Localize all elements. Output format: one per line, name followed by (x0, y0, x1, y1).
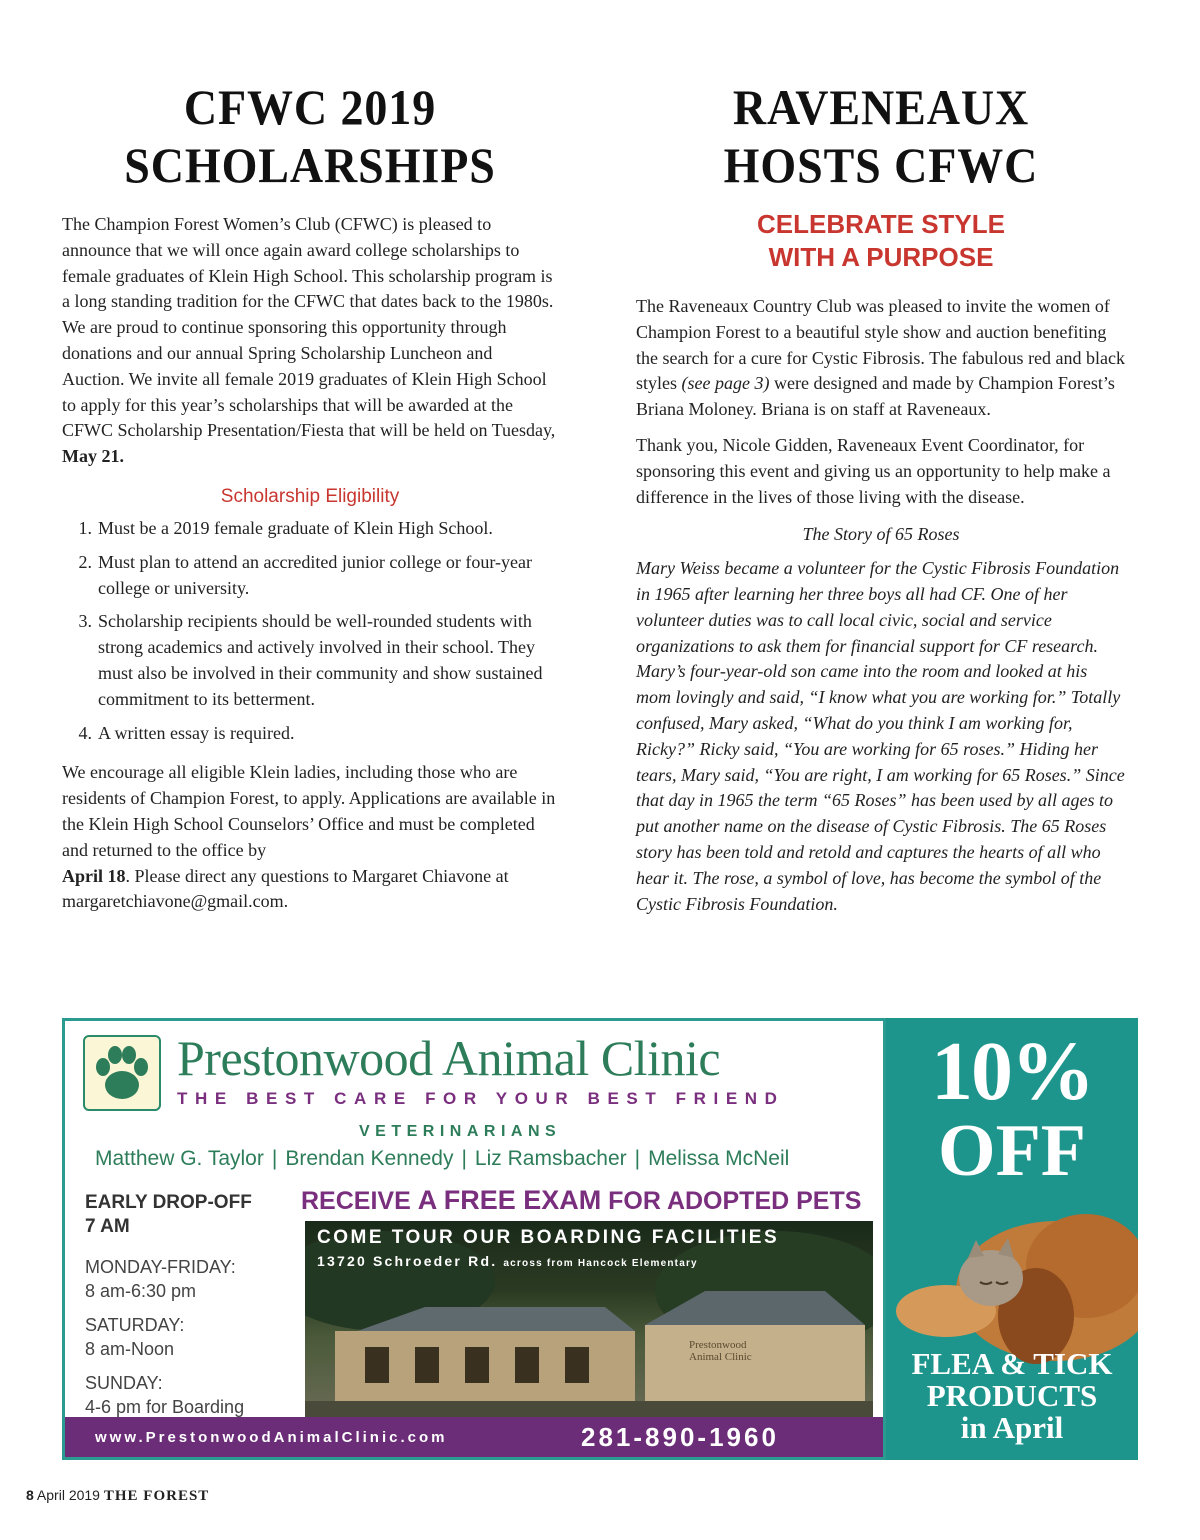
promo-text: FLEA & TICK PRODUCTS in April (911, 1346, 1113, 1445)
list-item: 2. Must plan to attend an accredited junior college or four-year college or university. (78, 551, 532, 598)
clinic-advertisement[interactable] (62, 1018, 1138, 1460)
building-illustration (305, 1221, 873, 1417)
clinic-tagline: THE BEST CARE FOR YOUR BEST FRIEND (177, 1089, 785, 1108)
clinic-building-photo (305, 1221, 873, 1417)
promo-panel (886, 1018, 1138, 1460)
vet-separator: | (271, 1147, 278, 1170)
promo-percent: 10% (931, 1025, 1093, 1118)
boarding-tour-line: COME TOUR OUR BOARDING FACILITIES (317, 1227, 780, 1248)
eligibility-heading: Scholarship Eligibility (220, 485, 400, 507)
vet-name: Melissa McNeil (648, 1147, 790, 1170)
list-item: 1. Must be a 2019 female graduate of Klein High School. (78, 517, 493, 538)
free-exam-offer: RECEIVE A FREE EXAM FOR ADOPTED PETS (301, 1185, 862, 1215)
story-body: Mary Weiss became a volunteer for the Cystic Fibrosis Foundation in 1965 after learning her three boys all had CF. One of her volunteer duties was to call local civic, social and service organizations to ask them for financial support for CF research. Mary’s four-year-old son came into the room and looked at his mom lovingly and said, “I know what you are working for.” Totally confused, Mary asked, “What do you think I am working for, Ricky?” Ricky said, “You are working for 65 roses.” Hiding her tears, Mary said, “You are right, I am working for 65 Roses.” Since that day in 1965 the term “65 Roses” has been used by all ages to put another name on the disease of Cystic Fibrosis. The 65 Roses story has been told and retold and captures the hearts of all who hear it. The rose, a symbol of love, has become the symbol of the Cystic Fibrosis Foundation. (636, 558, 1125, 914)
publication-name: THE FOREST (103, 1488, 210, 1504)
hours-label: SUNDAY: (85, 1373, 163, 1393)
hours-value: 8 am-Noon (85, 1339, 175, 1359)
scholarships-article (62, 78, 558, 925)
vet-name: Matthew G. Taylor (95, 1147, 264, 1170)
building-sign: Prestonwood Animal Clinic (689, 1339, 752, 1363)
boarding-address: 13720 Schroeder Rd. across from Hancock Elementary (317, 1253, 698, 1269)
ad-contact-bar (65, 1417, 883, 1457)
story-title: The Story of 65 Roses (802, 524, 960, 545)
issue-date: April 2019 (36, 1487, 100, 1503)
veterinarians-label: VETERINARIANS (359, 1123, 562, 1140)
paw-icon (85, 1037, 159, 1109)
vet-separator: | (461, 1147, 467, 1170)
raveneaux-headline: RAVENEAUX HOSTS CFWC (723, 79, 1039, 193)
hours-value: 8 am-6:30 pm (85, 1281, 197, 1301)
hours-label: MONDAY-FRIDAY: (85, 1257, 236, 1277)
hours-label: SATURDAY: (85, 1315, 185, 1335)
hours-value: 4-6 pm for Boarding (85, 1397, 245, 1417)
page-number: 8 (26, 1487, 34, 1503)
scholarships-body (62, 212, 558, 915)
vet-separator: | (634, 1147, 641, 1170)
early-dropoff-label: EARLY DROP-OFF (85, 1192, 252, 1213)
raveneaux-body (636, 294, 1126, 917)
scholarships-headline: CFWC 2019 SCHOLARSHIPS (124, 79, 496, 193)
early-dropoff-time: 7 AM (85, 1216, 130, 1237)
scholarships-closing: We encourage all eligible Klein ladies, including those who are residents of Champion Forest, to apply. Applications are available in the Klein High School Counselors’ Office and must be completed and returned to the office by April 18. Please direct any questions to Margaret Chiavone at margaretchiavone@gmail.com. (62, 762, 556, 912)
vet-name: Brendan Kennedy (285, 1147, 454, 1170)
raveneaux-paragraph-1: The Raveneaux Country Club was pleased to invite the women of Champion Forest to a beautiful style show and auction benefiting the search for a cure for Cystic Fibrosis. The fabulous red and black styles (see page 3) were designed and made by Champion Forest’s Briana Moloney. Briana is on staff at Raveneaux. (636, 296, 1126, 420)
clinic-phone[interactable]: 281-890-1960 (581, 1421, 779, 1452)
clinic-name: Prestonwood Animal Clinic (177, 1030, 721, 1086)
list-item: 3. Scholarship recipients should be well-rounded students with strong academics and actively involved in their school. They must also be involved in their community and show sustained commitment to its betterment. (78, 611, 543, 709)
page-footer (26, 1487, 209, 1505)
clinic-website-link[interactable]: www.PrestonwoodAnimalClinic.com (95, 1428, 448, 1446)
scholarships-intro: The Champion Forest Women’s Club (CFWC) is pleased to announce that we will once again award college scholarships to female graduates of Klein High School. This scholarship program is a long standing tradition for the CFWC that dates back to the 1980s. We are proud to continue sponsoring this opportunity through donations and our annual Spring Scholarship Luncheon and Auction. We invite all female 2019 graduates of Klein High School to apply for this year’s scholarships that will be awarded at the CFWC Scholarship Presentation/Fiesta that will be held on Tuesday, May 21. (62, 214, 556, 467)
paw-logo (83, 1035, 161, 1111)
clinic-hours (85, 1191, 295, 1419)
veterinarians-list (95, 1147, 875, 1171)
raveneaux-article (636, 78, 1126, 927)
raveneaux-paragraph-2: Thank you, Nicole Gidden, Raveneaux Event Coordinator, for sponsoring this event and giving us an opportunity to help make a difference in the lives of those living with the disease. (636, 434, 1111, 507)
promo-off: OFF (938, 1110, 1086, 1192)
list-item: 4. A written essay is required. (78, 722, 295, 743)
vet-name: Liz Ramsbacher (474, 1147, 627, 1170)
eligibility-list (62, 516, 558, 746)
raveneaux-subhead: CELEBRATE STYLE WITH A PURPOSE (757, 209, 1005, 272)
ad-main-panel (62, 1018, 886, 1460)
